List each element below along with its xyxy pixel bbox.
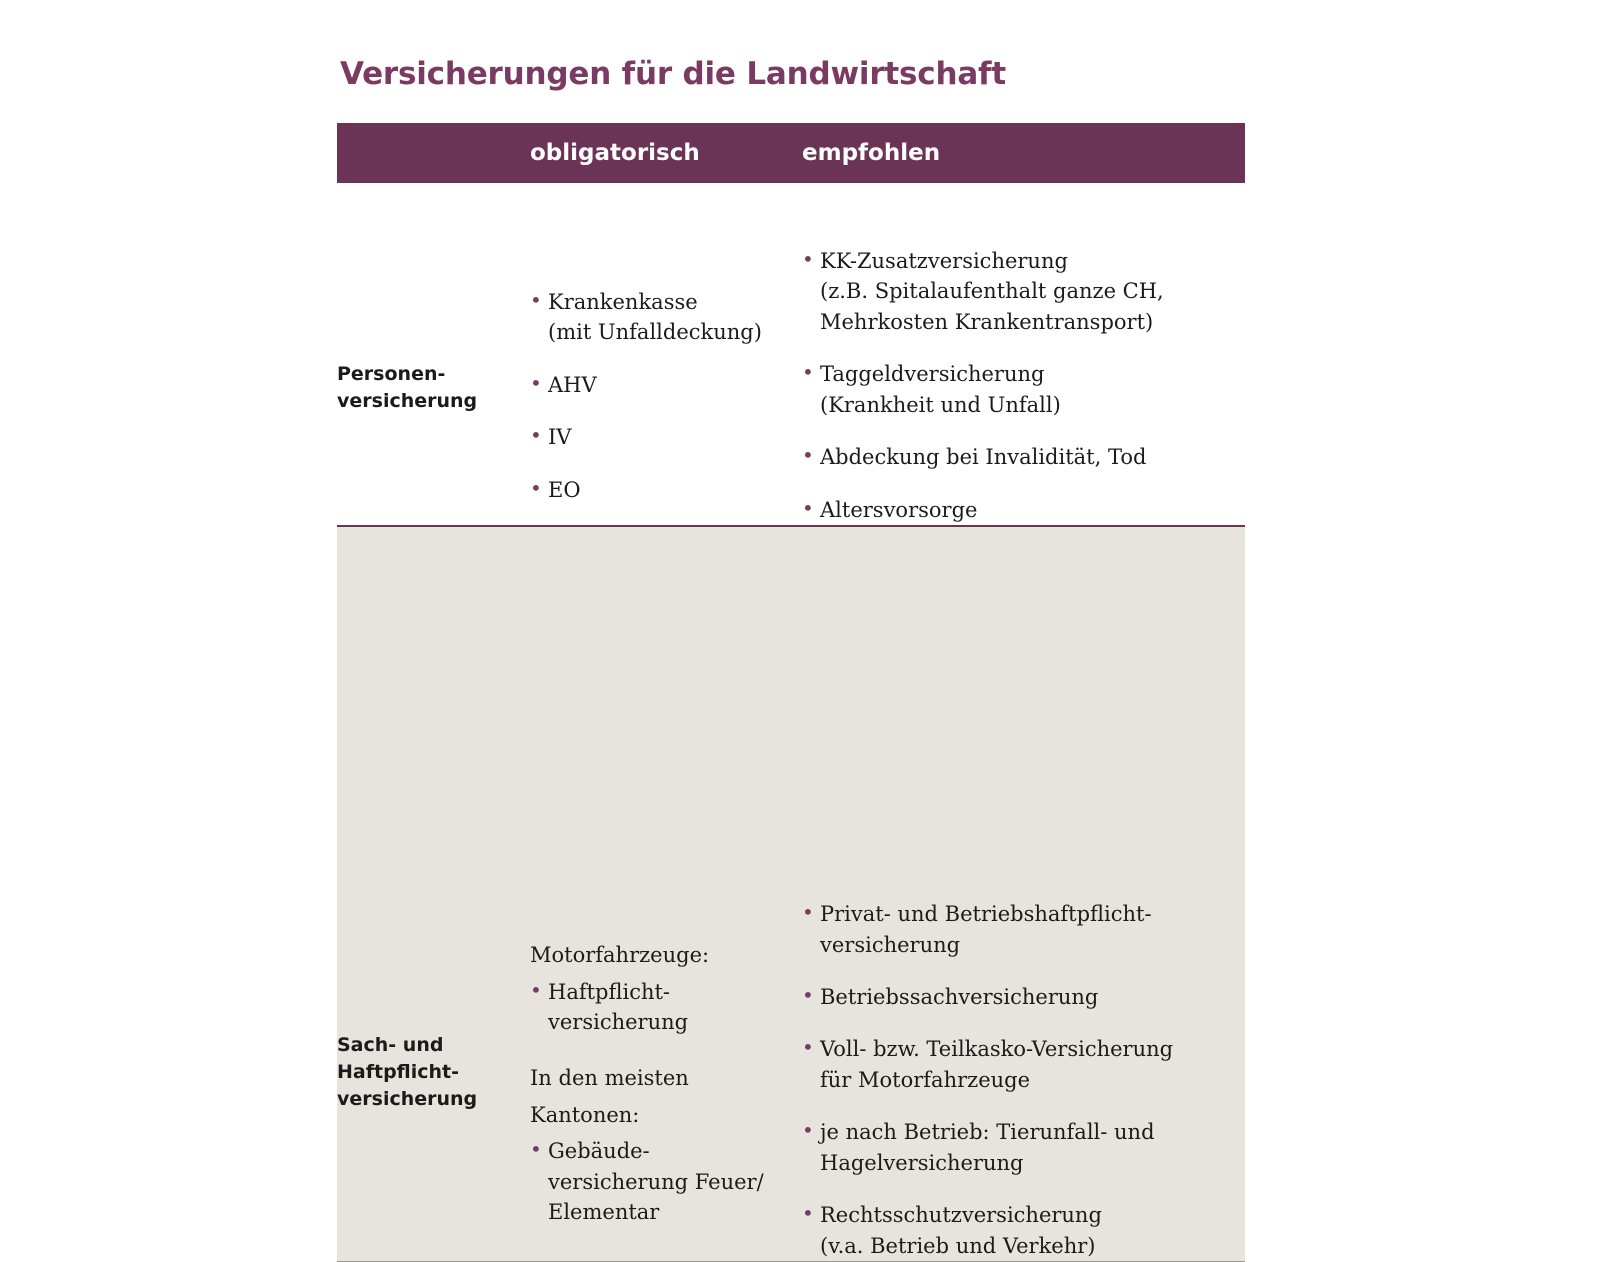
list-item-line1: • Taggeldversicherung [820,362,1045,387]
list-item-line1: • Altersvorsorge [820,497,978,522]
insurance-table [337,123,1245,1262]
table-header-empfohlen: empfohlen [802,140,941,166]
list-item-line1: • Rechtsschutzversicherung [820,1203,1102,1228]
cell-empfohlen-personen [802,183,1245,525]
list-item-line1: • je nach Betrieb: Tierunfall- und [820,1120,1155,1145]
list-item-line3: Elementar [548,1200,660,1225]
list-item [802,1034,1245,1095]
list-item [530,370,802,400]
list-item-line2: (v.a. Betrieb und Verkehr) [820,1233,1096,1258]
page-title: Versicherungen für die Landwirtschaft [340,56,1006,92]
cell-obligatorisch-sach [530,527,802,1228]
row-label-line3: versicherung [337,1088,478,1110]
list-item-line1: • Betriebssachversicherung [820,984,1099,1009]
list-item-line3: Mehrkosten Krankentransport) [820,309,1154,334]
list-item-line1: • KK-Zusatzversicherung [820,249,1068,273]
list-item-line2: für Motorfahrzeuge [820,1067,1031,1092]
list-item [802,246,1245,337]
list-item-line1: • IV [548,425,572,450]
list-item [802,442,1245,472]
list-item-line2: versicherung Feuer/ [548,1169,764,1194]
table-header-row [337,123,1245,183]
row-label-personenversicherung [337,183,530,415]
list-item-line2: Hagelversicherung [820,1150,1024,1175]
list-item-line1: • Krankenkasse [548,290,698,314]
list-item-line1: • Abdeckung bei Invalidität, Tod [820,445,1147,470]
list-item [802,495,1245,525]
list-item-line1: • Haftpflicht- [548,979,671,1004]
obligatorisch-intro-motorfahrzeuge: Motorfahrzeuge: [530,943,710,968]
table-row [337,183,1245,527]
list-item [802,982,1245,1012]
row-label-line2: versicherung [337,389,478,412]
list-item-line2: (z.B. Spitalaufenthalt ganze CH, [820,279,1164,304]
list-item-line1: • AHV [548,372,597,397]
list-obligatorisch-kantonen [530,1136,802,1227]
list-item-line2: versicherung [548,1009,689,1034]
list-item [530,287,802,348]
list-item [802,359,1245,420]
list-item-line2: (Krankheit und Unfall) [820,392,1061,417]
list-empfohlen-sach [802,899,1245,1261]
list-empfohlen-personen [802,246,1245,525]
list-item-line1: • Privat- und Betriebshaftpflicht- [820,902,1152,927]
cell-empfohlen-sach [802,527,1245,1261]
list-item [530,977,802,1038]
list-item [530,475,802,505]
list-item-line2: (mit Unfalldeckung) [548,320,762,345]
row-label-sach-haftpflicht [337,527,530,1113]
list-obligatorisch-motorfahrzeuge [530,977,802,1038]
row-label-line1: Personen- [337,363,446,385]
cell-obligatorisch-personen [530,183,802,505]
row-label-line2: Haftpflicht- [337,1061,460,1084]
list-item-line2: versicherung [820,932,961,957]
list-item [530,1136,802,1227]
list-item [530,422,802,452]
obligatorisch-intro-kantonen-line2: Kantonen: [530,1102,640,1127]
list-item-line1: • Gebäude- [548,1139,650,1164]
list-obligatorisch-personen [530,287,802,505]
row-label-line1: Sach- und [337,1034,444,1057]
table-header-obligatorisch: obligatorisch [530,140,700,166]
table-row [337,527,1245,1262]
list-item [802,1117,1245,1178]
list-item-line1: • Voll- bzw. Teilkasko-Versicherung [820,1037,1174,1062]
list-item-line1: • EO [548,477,581,502]
list-item [802,1200,1245,1261]
obligatorisch-intro-kantonen-line1: In den meisten [530,1066,689,1091]
list-item [802,899,1245,960]
